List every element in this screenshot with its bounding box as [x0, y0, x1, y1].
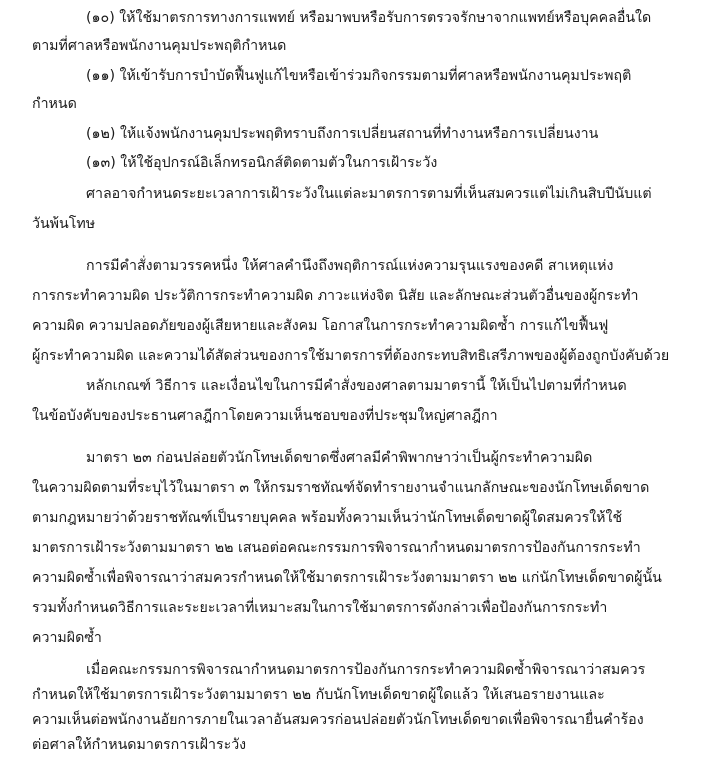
- text-line: (๑๓) ให้ใช้อุปกรณ์อิเล็กทรอนิกส์ติดตามตัวในการเฝ้าระวัง: [86, 155, 438, 171]
- text-line: วันพ้นโทษ: [32, 216, 96, 232]
- text-line: ศาลอาจกำหนดระยะเวลาการเฝ้าระวังในแต่ละมาตรการตามที่เห็นสมควรแต่ไม่เกินสิบปีนับแต่: [86, 186, 652, 202]
- text-line: ในข้อบังคับของประธานศาลฎีกาโดยความเห็นชอบของที่ประชุมใหญ่ศาลฎีกา: [32, 408, 498, 424]
- text-line: (๑๑) ให้เข้ารับการบำบัดฟื้นฟูแก้ไขหรือเข้าร่วมกิจกรรมตามที่ศาลหรือพนักงานคุมประพฤติ: [86, 68, 632, 84]
- text-line: (๑๐) ให้ใช้มาตรการทางการแพทย์ หรือมาพบหรือรับการตรวจรักษาจากแพทย์หรือบุคคลอื่นใด: [86, 10, 652, 26]
- text-line: ผู้กระทำความผิด และความได้สัดส่วนของการใช้มาตรการที่ต้องกระทบสิทธิเสรีภาพของผู้ต้องถูกบังคับด้วย: [32, 348, 670, 364]
- text-line: ในความผิดตามที่ระบุไว้ในมาตรา ๓ ให้กรมราชทัณฑ์จัดทำรายงานจำแนกลักษณะของนักโทษเด็ดขาด: [32, 480, 650, 496]
- text-line: ตามที่ศาลหรือพนักงานคุมประพฤติกำหนด: [32, 38, 287, 54]
- text-line: ต่อศาลให้กำหนดมาตรการเฝ้าระวัง: [32, 737, 247, 753]
- text-line: การมีคำสั่งตามวรรคหนึ่ง ให้ศาลคำนึงถึงพฤติการณ์แห่งความรุนแรงของคดี สาเหตุแห่ง: [86, 258, 614, 274]
- text-line: การกระทำความผิด ประวัติการกระทำความผิด ภาวะแห่งจิต นิสัย และลักษณะส่วนตัวอื่นของผู้กระทำ: [32, 288, 639, 304]
- text-line: มาตรา ๒๓ ก่อนปล่อยตัวนักโทษเด็ดขาดซึ่งศาลมีคำพิพากษาว่าเป็นผู้กระทำความผิด: [86, 450, 593, 466]
- text-line: ความผิดซ้ำ: [32, 630, 102, 646]
- text-line: รวมทั้งกำหนดวิธีการและระยะเวลาที่เหมาะสมในการใช้มาตรการดังกล่าวเพื่อป้องกันการกระทำ: [32, 600, 608, 616]
- text-line: เมื่อคณะกรรมการพิจารณากำหนดมาตรการป้องกันการกระทำความผิดซ้ำพิจารณาว่าสมควร: [86, 662, 646, 678]
- text-line: (๑๒) ให้แจ้งพนักงานคุมประพฤติทราบถึงการเปลี่ยนสถานที่ทำงานหรือการเปลี่ยนงาน: [86, 126, 599, 142]
- text-line: ตามกฎหมายว่าด้วยราชทัณฑ์เป็นรายบุคคล พร้อมทั้งความเห็นว่านักโทษเด็ดขาดผู้ใดสมควรให้ใช้: [32, 510, 623, 526]
- text-line: กำหนด: [32, 96, 77, 112]
- text-line: มาตรการเฝ้าระวังตามมาตรา ๒๒ เสนอต่อคณะกรรมการพิจารณากำหนดมาตรการป้องกันการกระทำ: [32, 540, 641, 556]
- text-line: ความเห็นต่อพนักงานอัยการภายในเวลาอันสมควรก่อนปล่อยตัวนักโทษเด็ดขาดเพื่อพิจารณายื่นคำร้อง: [32, 712, 644, 728]
- text-line: ความผิด ความปลอดภัยของผู้เสียหายและสังคม โอกาสในการกระทำความผิดซ้ำ การแก้ไขฟื้นฟู: [32, 318, 609, 334]
- text-line: ความผิดซ้ำเพื่อพิจารณาว่าสมควรกำหนดให้ใช้มาตรการเฝ้าระวังตามมาตรา ๒๒ แก่นักโทษเด็ดขาดผู้นั้น: [32, 570, 662, 586]
- text-line: หลักเกณฑ์ วิธีการ และเงื่อนไขในการมีคำสั่งของศาลตามมาตรานี้ ให้เป็นไปตามที่กำหนด: [86, 378, 627, 394]
- text-line: กำหนดให้ใช้มาตรการเฝ้าระวังตามมาตรา ๒๒ กับนักโทษเด็ดขาดผู้ใดแล้ว ให้เสนอรายงานและ: [32, 687, 605, 703]
